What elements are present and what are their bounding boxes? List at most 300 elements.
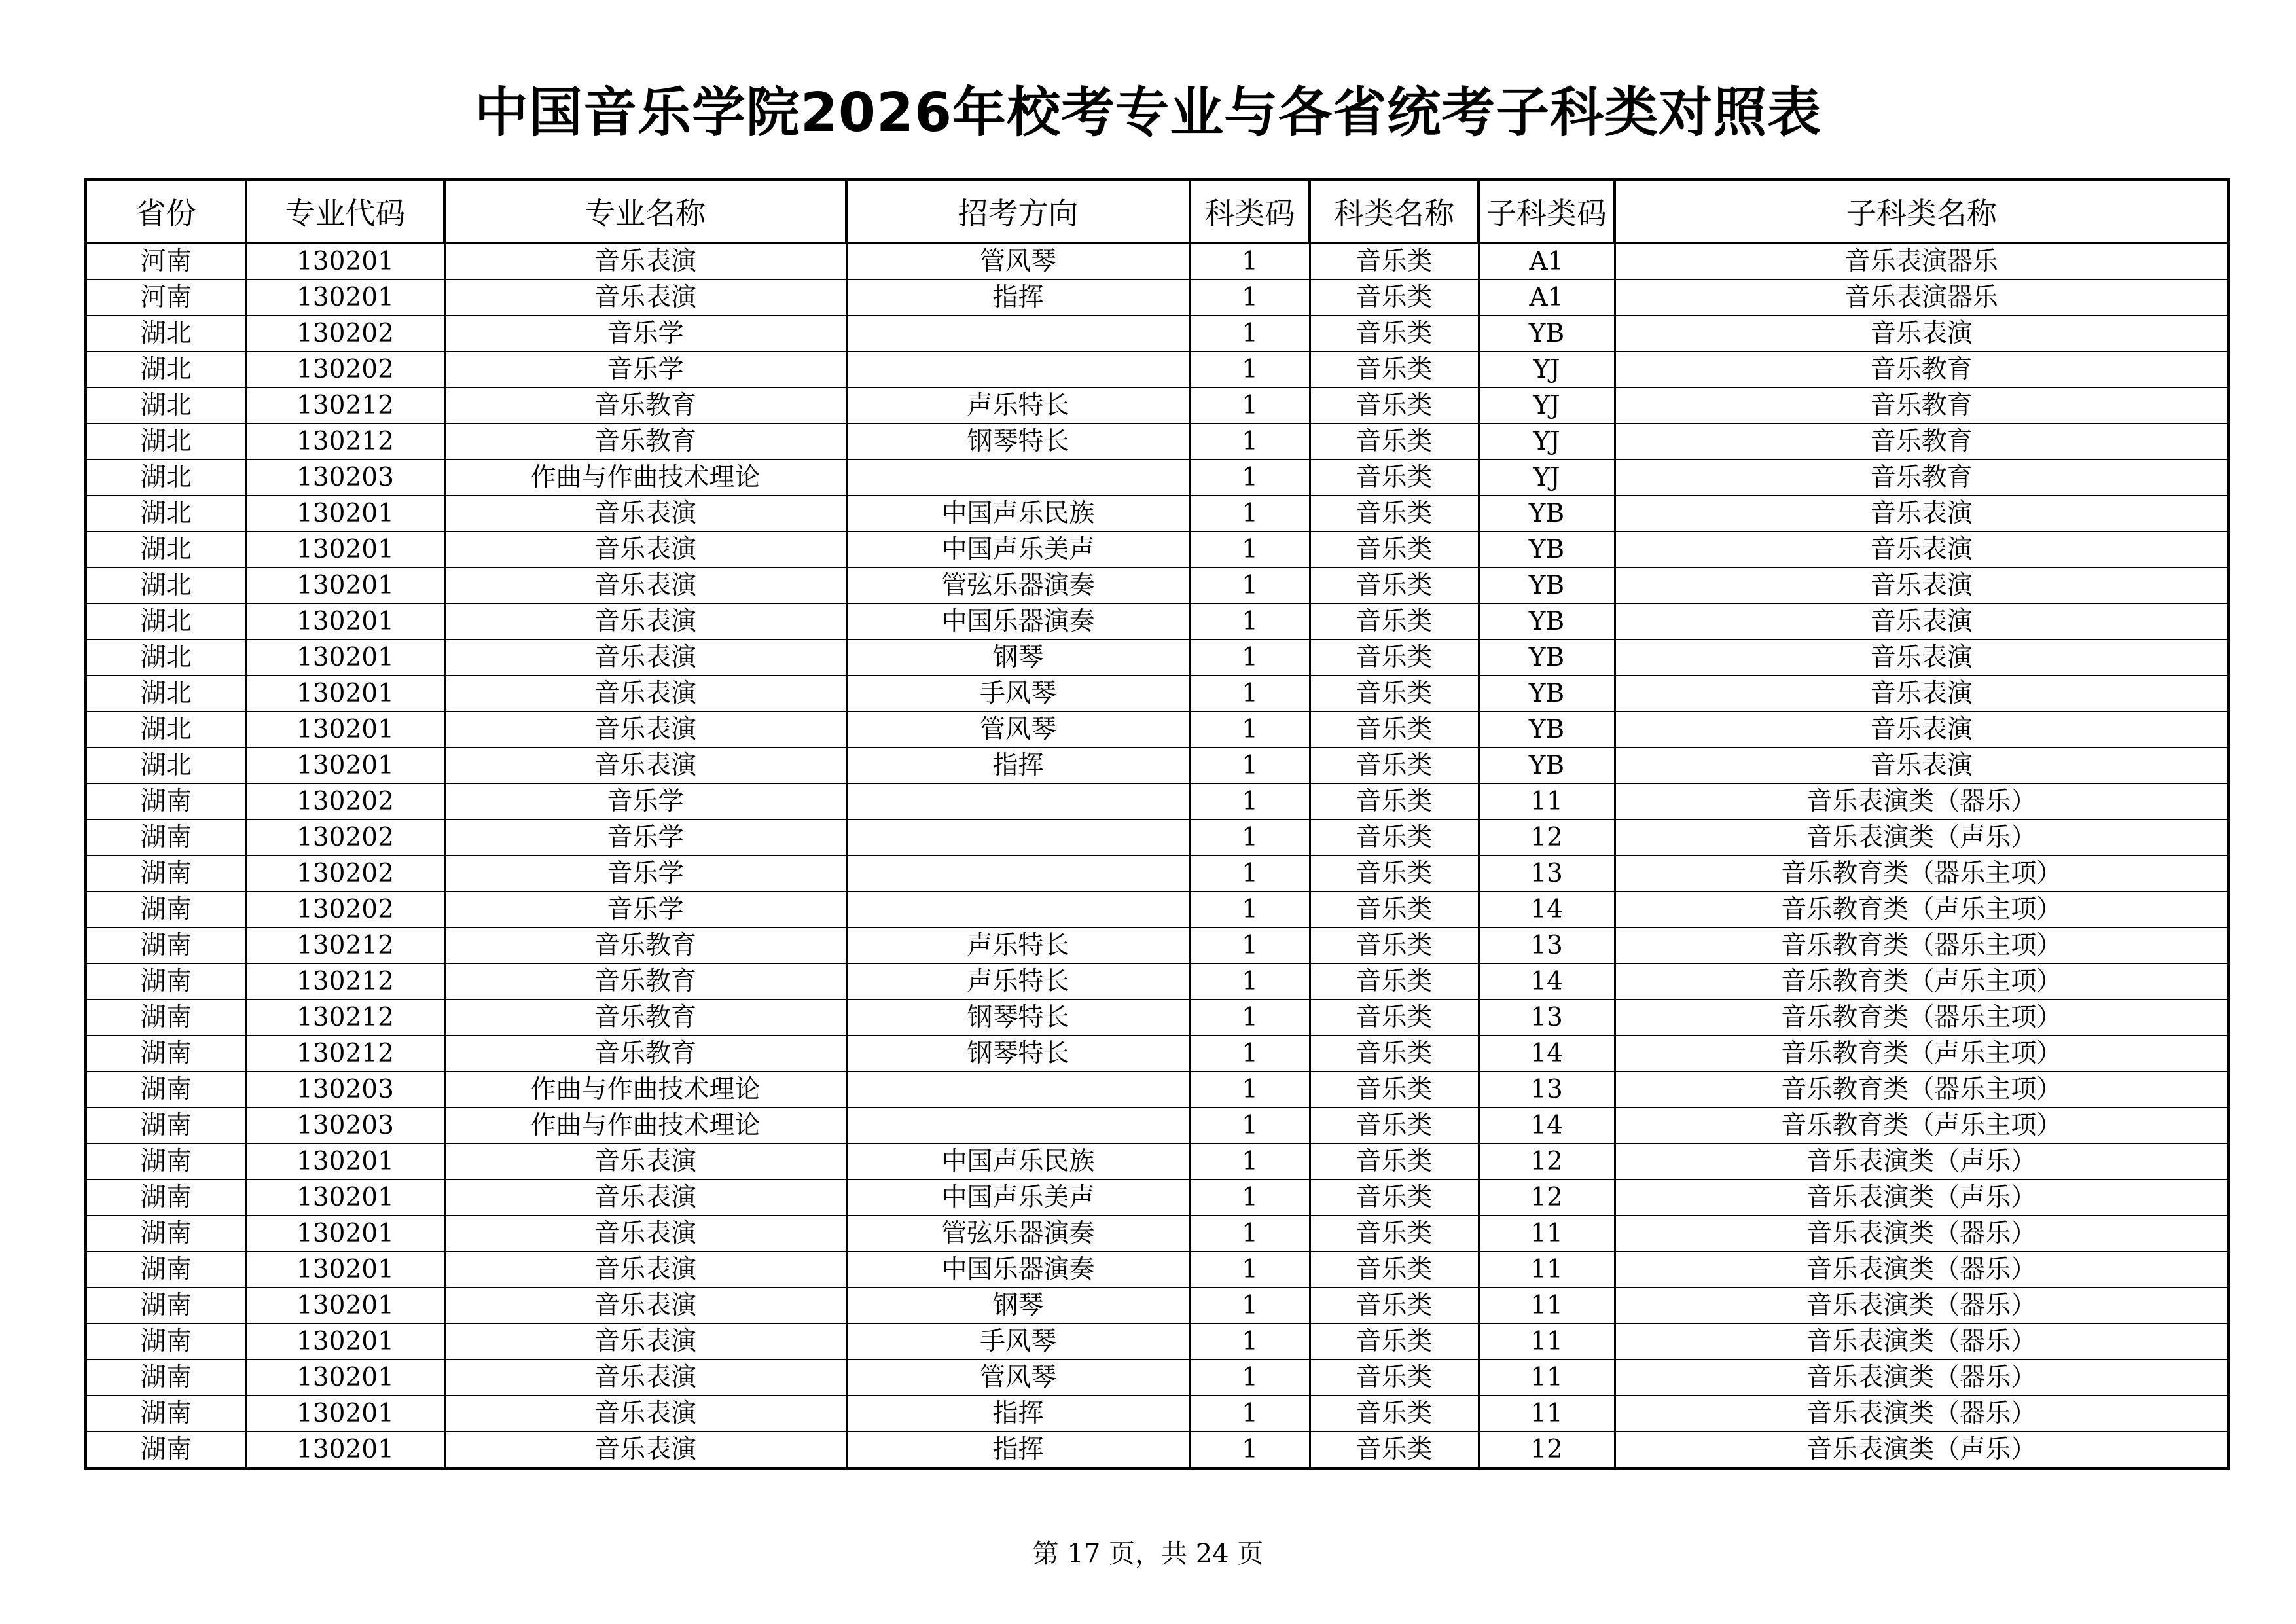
table-row — [86, 1180, 2229, 1216]
cell-major-code: 130212 — [246, 1000, 444, 1036]
cell-major-name: 音乐表演 — [444, 1252, 846, 1288]
cell-direction: 指挥 — [846, 1396, 1190, 1432]
cell-direction — [846, 1072, 1190, 1108]
cell-major-code: 130201 — [246, 1180, 444, 1216]
cell-direction: 钢琴 — [846, 1288, 1190, 1324]
cell-subcategory-name: 音乐表演 — [1615, 496, 2229, 532]
cell-major-name: 音乐教育 — [444, 1000, 846, 1036]
cell-major-name: 音乐表演 — [444, 1180, 846, 1216]
cell-province: 湖南 — [86, 964, 246, 1000]
cell-subcategory-name: 音乐教育类（器乐主项） — [1615, 928, 2229, 964]
cell-province: 湖北 — [86, 568, 246, 604]
cell-direction — [846, 820, 1190, 856]
cell-major-code: 130201 — [246, 640, 444, 676]
cell-direction: 手风琴 — [846, 676, 1190, 712]
cell-subcategory-code: 14 — [1479, 1108, 1615, 1144]
cell-category-code: 1 — [1190, 280, 1310, 316]
cell-direction: 中国声乐民族 — [846, 496, 1190, 532]
cell-province: 湖北 — [86, 712, 246, 748]
table-row — [86, 568, 2229, 604]
cell-province: 湖北 — [86, 424, 246, 460]
cell-subcategory-name: 音乐表演器乐 — [1615, 243, 2229, 280]
cell-major-code: 130201 — [246, 532, 444, 568]
cell-category-code: 1 — [1190, 856, 1310, 892]
cell-category-name: 音乐类 — [1310, 1036, 1479, 1072]
cell-category-name: 音乐类 — [1310, 424, 1479, 460]
cell-category-name: 音乐类 — [1310, 1108, 1479, 1144]
table-row — [86, 676, 2229, 712]
cell-subcategory-name: 音乐表演 — [1615, 316, 2229, 352]
table-row — [86, 928, 2229, 964]
cell-category-name: 音乐类 — [1310, 1000, 1479, 1036]
cell-province: 湖南 — [86, 1072, 246, 1108]
mapping-table — [84, 178, 2230, 1470]
cell-subcategory-code: 12 — [1479, 1180, 1615, 1216]
cell-major-name: 音乐表演 — [444, 1360, 846, 1396]
table-row — [86, 388, 2229, 424]
table-row — [86, 280, 2229, 316]
cell-major-code: 130203 — [246, 460, 444, 496]
cell-major-code: 130202 — [246, 820, 444, 856]
cell-major-name: 音乐表演 — [444, 640, 846, 676]
table-row — [86, 964, 2229, 1000]
cell-direction: 中国乐器演奏 — [846, 604, 1190, 640]
cell-subcategory-name: 音乐表演类（器乐） — [1615, 1360, 2229, 1396]
cell-major-code: 130201 — [246, 1324, 444, 1360]
cell-subcategory-name: 音乐表演类（声乐） — [1615, 1144, 2229, 1180]
cell-major-code: 130212 — [246, 1036, 444, 1072]
cell-major-name: 作曲与作曲技术理论 — [444, 1108, 846, 1144]
cell-province: 湖北 — [86, 676, 246, 712]
cell-direction: 声乐特长 — [846, 964, 1190, 1000]
cell-subcategory-code: YB — [1479, 316, 1615, 352]
cell-direction: 中国乐器演奏 — [846, 1252, 1190, 1288]
cell-category-code: 1 — [1190, 1180, 1310, 1216]
cell-category-name: 音乐类 — [1310, 243, 1479, 280]
cell-province: 湖南 — [86, 820, 246, 856]
table-row — [86, 604, 2229, 640]
cell-major-name: 音乐学 — [444, 856, 846, 892]
table-row — [86, 892, 2229, 928]
cell-category-code: 1 — [1190, 388, 1310, 424]
cell-major-name: 音乐教育 — [444, 1036, 846, 1072]
cell-direction — [846, 892, 1190, 928]
cell-province: 湖南 — [86, 1252, 246, 1288]
cell-category-code: 1 — [1190, 496, 1310, 532]
cell-major-code: 130202 — [246, 784, 444, 820]
cell-subcategory-code: 13 — [1479, 928, 1615, 964]
cell-subcategory-name: 音乐教育类（器乐主项） — [1615, 856, 2229, 892]
cell-subcategory-code: 14 — [1479, 892, 1615, 928]
cell-subcategory-name: 音乐表演类（器乐） — [1615, 1216, 2229, 1252]
cell-direction: 钢琴特长 — [846, 1000, 1190, 1036]
cell-category-code: 1 — [1190, 1036, 1310, 1072]
cell-major-name: 音乐教育 — [444, 928, 846, 964]
cell-category-code: 1 — [1190, 1324, 1310, 1360]
cell-category-name: 音乐类 — [1310, 1144, 1479, 1180]
cell-subcategory-code: 13 — [1479, 1000, 1615, 1036]
table-header — [86, 179, 2229, 243]
cell-subcategory-code: A1 — [1479, 243, 1615, 280]
cell-direction: 管风琴 — [846, 243, 1190, 280]
document-title: 中国音乐学院2026年校考专业与各省统考子科类对照表 — [474, 82, 1822, 144]
cell-direction — [846, 316, 1190, 352]
cell-subcategory-code: YB — [1479, 496, 1615, 532]
cell-direction: 声乐特长 — [846, 388, 1190, 424]
cell-subcategory-code: YB — [1479, 568, 1615, 604]
cell-subcategory-name: 音乐表演类（声乐） — [1615, 1180, 2229, 1216]
cell-subcategory-code: 11 — [1479, 1288, 1615, 1324]
cell-category-name: 音乐类 — [1310, 1288, 1479, 1324]
table-row — [86, 1432, 2229, 1468]
cell-category-code: 1 — [1190, 568, 1310, 604]
cell-major-code: 130201 — [246, 748, 444, 784]
cell-major-name: 音乐表演 — [444, 1216, 846, 1252]
cell-subcategory-code: 12 — [1479, 820, 1615, 856]
cell-major-name: 音乐教育 — [444, 388, 846, 424]
cell-subcategory-name: 音乐表演 — [1615, 532, 2229, 568]
cell-province: 湖南 — [86, 1108, 246, 1144]
cell-subcategory-code: 14 — [1479, 964, 1615, 1000]
cell-category-name: 音乐类 — [1310, 604, 1479, 640]
cell-subcategory-name: 音乐表演类（器乐） — [1615, 1288, 2229, 1324]
table-row — [86, 352, 2229, 388]
cell-subcategory-code: YJ — [1479, 388, 1615, 424]
cell-subcategory-name: 音乐教育 — [1615, 388, 2229, 424]
cell-province: 湖南 — [86, 1288, 246, 1324]
cell-major-name: 音乐表演 — [444, 568, 846, 604]
cell-direction — [846, 784, 1190, 820]
cell-direction: 钢琴 — [846, 640, 1190, 676]
cell-direction: 指挥 — [846, 1432, 1190, 1468]
cell-subcategory-name: 音乐教育类（声乐主项） — [1615, 1108, 2229, 1144]
cell-direction: 管风琴 — [846, 1360, 1190, 1396]
table-row — [86, 784, 2229, 820]
cell-major-code: 130201 — [246, 712, 444, 748]
cell-category-name: 音乐类 — [1310, 1432, 1479, 1468]
cell-direction: 指挥 — [846, 280, 1190, 316]
cell-category-code: 1 — [1190, 1072, 1310, 1108]
cell-subcategory-code: YJ — [1479, 424, 1615, 460]
table-row — [86, 748, 2229, 784]
cell-direction: 钢琴特长 — [846, 1036, 1190, 1072]
cell-direction: 中国声乐民族 — [846, 1144, 1190, 1180]
cell-category-name: 音乐类 — [1310, 1360, 1479, 1396]
table-row — [86, 856, 2229, 892]
cell-direction — [846, 352, 1190, 388]
cell-subcategory-name: 音乐教育类（器乐主项） — [1615, 1000, 2229, 1036]
cell-category-name: 音乐类 — [1310, 568, 1479, 604]
cell-direction: 声乐特长 — [846, 928, 1190, 964]
cell-major-code: 130203 — [246, 1072, 444, 1108]
cell-subcategory-code: 11 — [1479, 1252, 1615, 1288]
cell-category-code: 1 — [1190, 748, 1310, 784]
cell-major-code: 130201 — [246, 1360, 444, 1396]
table-row — [86, 640, 2229, 676]
cell-subcategory-code: 11 — [1479, 1324, 1615, 1360]
cell-category-code: 1 — [1190, 243, 1310, 280]
table-row — [86, 1252, 2229, 1288]
cell-major-code: 130201 — [246, 243, 444, 280]
cell-subcategory-name: 音乐表演 — [1615, 604, 2229, 640]
cell-province: 湖南 — [86, 1000, 246, 1036]
cell-category-code: 1 — [1190, 676, 1310, 712]
cell-category-code: 1 — [1190, 928, 1310, 964]
cell-category-name: 音乐类 — [1310, 892, 1479, 928]
cell-category-name: 音乐类 — [1310, 964, 1479, 1000]
table-row — [86, 424, 2229, 460]
cell-category-code: 1 — [1190, 1396, 1310, 1432]
cell-category-name: 音乐类 — [1310, 856, 1479, 892]
cell-major-code: 130201 — [246, 604, 444, 640]
cell-category-name: 音乐类 — [1310, 460, 1479, 496]
cell-province: 湖南 — [86, 1324, 246, 1360]
cell-major-code: 130202 — [246, 352, 444, 388]
cell-direction: 管弦乐器演奏 — [846, 1216, 1190, 1252]
cell-province: 湖北 — [86, 352, 246, 388]
cell-major-code: 130201 — [246, 1144, 444, 1180]
table-row — [86, 1036, 2229, 1072]
cell-major-name: 音乐教育 — [444, 424, 846, 460]
cell-subcategory-name: 音乐教育 — [1615, 424, 2229, 460]
cell-major-name: 作曲与作曲技术理论 — [444, 460, 846, 496]
header-subcategory-code: 子科类码 — [1479, 179, 1615, 243]
cell-subcategory-code: A1 — [1479, 280, 1615, 316]
cell-subcategory-name: 音乐表演类（声乐） — [1615, 1432, 2229, 1468]
cell-major-name: 音乐学 — [444, 784, 846, 820]
cell-category-code: 1 — [1190, 1216, 1310, 1252]
table-row — [86, 243, 2229, 280]
cell-major-code: 130201 — [246, 676, 444, 712]
header-major-code: 专业代码 — [246, 179, 444, 243]
cell-category-code: 1 — [1190, 424, 1310, 460]
cell-major-name: 音乐学 — [444, 316, 846, 352]
table-row — [86, 1072, 2229, 1108]
cell-subcategory-code: YJ — [1479, 352, 1615, 388]
cell-major-name: 音乐表演 — [444, 604, 846, 640]
cell-province: 湖南 — [86, 1396, 246, 1432]
cell-category-code: 1 — [1190, 712, 1310, 748]
cell-province: 湖南 — [86, 1144, 246, 1180]
cell-category-code: 1 — [1190, 1252, 1310, 1288]
cell-category-code: 1 — [1190, 1360, 1310, 1396]
cell-category-code: 1 — [1190, 1000, 1310, 1036]
cell-province: 湖北 — [86, 748, 246, 784]
cell-subcategory-name: 音乐表演 — [1615, 676, 2229, 712]
cell-subcategory-code: YB — [1479, 712, 1615, 748]
cell-major-name: 音乐表演 — [444, 280, 846, 316]
cell-major-code: 130201 — [246, 1252, 444, 1288]
cell-major-name: 音乐教育 — [444, 964, 846, 1000]
page-number: 第 17 页，共 24 页 — [1032, 1539, 1264, 1569]
cell-province: 湖南 — [86, 892, 246, 928]
cell-major-name: 音乐表演 — [444, 1432, 846, 1468]
cell-category-name: 音乐类 — [1310, 784, 1479, 820]
cell-category-name: 音乐类 — [1310, 1252, 1479, 1288]
cell-major-code: 130212 — [246, 964, 444, 1000]
table-row — [86, 316, 2229, 352]
table-row — [86, 532, 2229, 568]
cell-subcategory-code: 11 — [1479, 1216, 1615, 1252]
cell-subcategory-code: YB — [1479, 604, 1615, 640]
cell-subcategory-name: 音乐表演类（器乐） — [1615, 1324, 2229, 1360]
cell-province: 河南 — [86, 243, 246, 280]
header-major-name: 专业名称 — [444, 179, 846, 243]
cell-category-code: 1 — [1190, 604, 1310, 640]
cell-province: 湖北 — [86, 316, 246, 352]
cell-province: 湖南 — [86, 1360, 246, 1396]
table-row — [86, 1108, 2229, 1144]
header-category-code: 科类码 — [1190, 179, 1310, 243]
cell-direction: 中国声乐美声 — [846, 1180, 1190, 1216]
cell-subcategory-name: 音乐表演类（声乐） — [1615, 820, 2229, 856]
cell-major-code: 130212 — [246, 928, 444, 964]
cell-category-name: 音乐类 — [1310, 1396, 1479, 1432]
table-row — [86, 1144, 2229, 1180]
cell-province: 湖南 — [86, 1216, 246, 1252]
cell-subcategory-name: 音乐教育类（器乐主项） — [1615, 1072, 2229, 1108]
cell-subcategory-code: 13 — [1479, 856, 1615, 892]
cell-subcategory-name: 音乐教育 — [1615, 352, 2229, 388]
cell-direction: 管弦乐器演奏 — [846, 568, 1190, 604]
cell-subcategory-name: 音乐教育 — [1615, 460, 2229, 496]
cell-subcategory-name: 音乐表演类（器乐） — [1615, 1396, 2229, 1432]
cell-major-code: 130202 — [246, 856, 444, 892]
header-province: 省份 — [86, 179, 246, 243]
cell-subcategory-name: 音乐表演器乐 — [1615, 280, 2229, 316]
cell-province: 湖南 — [86, 856, 246, 892]
cell-major-name: 音乐表演 — [444, 532, 846, 568]
cell-province: 湖南 — [86, 928, 246, 964]
cell-subcategory-name: 音乐教育类（声乐主项） — [1615, 964, 2229, 1000]
cell-category-code: 1 — [1190, 316, 1310, 352]
cell-province: 湖北 — [86, 388, 246, 424]
cell-province: 湖南 — [86, 1036, 246, 1072]
cell-direction — [846, 1108, 1190, 1144]
header-direction: 招考方向 — [846, 179, 1190, 243]
cell-category-code: 1 — [1190, 352, 1310, 388]
cell-major-code: 130201 — [246, 1432, 444, 1468]
table-row — [86, 712, 2229, 748]
cell-direction — [846, 460, 1190, 496]
cell-direction: 指挥 — [846, 748, 1190, 784]
cell-subcategory-code: 11 — [1479, 1360, 1615, 1396]
cell-major-code: 130201 — [246, 568, 444, 604]
cell-major-code: 130212 — [246, 388, 444, 424]
cell-major-name: 作曲与作曲技术理论 — [444, 1072, 846, 1108]
cell-category-name: 音乐类 — [1310, 388, 1479, 424]
table-row — [86, 460, 2229, 496]
cell-major-code: 130201 — [246, 1216, 444, 1252]
cell-subcategory-name: 音乐表演类（器乐） — [1615, 1252, 2229, 1288]
cell-direction — [846, 856, 1190, 892]
cell-subcategory-name: 音乐教育类（声乐主项） — [1615, 1036, 2229, 1072]
table-row — [86, 1000, 2229, 1036]
cell-major-name: 音乐表演 — [444, 748, 846, 784]
cell-direction: 钢琴特长 — [846, 424, 1190, 460]
cell-category-code: 1 — [1190, 892, 1310, 928]
cell-major-name: 音乐表演 — [444, 1396, 846, 1432]
cell-category-name: 音乐类 — [1310, 748, 1479, 784]
cell-category-code: 1 — [1190, 784, 1310, 820]
table-row — [86, 1360, 2229, 1396]
table-row — [86, 1216, 2229, 1252]
cell-major-name: 音乐学 — [444, 892, 846, 928]
cell-major-code: 130201 — [246, 496, 444, 532]
cell-category-name: 音乐类 — [1310, 352, 1479, 388]
cell-subcategory-name: 音乐教育类（声乐主项） — [1615, 892, 2229, 928]
cell-category-code: 1 — [1190, 532, 1310, 568]
cell-subcategory-name: 音乐表演 — [1615, 712, 2229, 748]
cell-province: 湖北 — [86, 604, 246, 640]
cell-category-name: 音乐类 — [1310, 280, 1479, 316]
cell-subcategory-code: 11 — [1479, 1396, 1615, 1432]
cell-major-name: 音乐表演 — [444, 676, 846, 712]
cell-category-code: 1 — [1190, 964, 1310, 1000]
cell-province: 湖南 — [86, 1432, 246, 1468]
cell-category-name: 音乐类 — [1310, 496, 1479, 532]
cell-major-name: 音乐学 — [444, 352, 846, 388]
cell-category-name: 音乐类 — [1310, 1216, 1479, 1252]
cell-category-name: 音乐类 — [1310, 640, 1479, 676]
cell-category-name: 音乐类 — [1310, 676, 1479, 712]
cell-category-code: 1 — [1190, 460, 1310, 496]
cell-subcategory-code: YJ — [1479, 460, 1615, 496]
cell-province: 湖北 — [86, 460, 246, 496]
cell-category-name: 音乐类 — [1310, 1072, 1479, 1108]
table-body — [86, 243, 2229, 1468]
table-row — [86, 496, 2229, 532]
table-row — [86, 1396, 2229, 1432]
header-subcategory-name: 子科类名称 — [1615, 179, 2229, 243]
cell-direction: 中国声乐美声 — [846, 532, 1190, 568]
cell-category-code: 1 — [1190, 1108, 1310, 1144]
cell-category-code: 1 — [1190, 640, 1310, 676]
cell-major-name: 音乐表演 — [444, 1288, 846, 1324]
cell-province: 河南 — [86, 280, 246, 316]
cell-province: 湖北 — [86, 640, 246, 676]
cell-category-name: 音乐类 — [1310, 1324, 1479, 1360]
cell-category-code: 1 — [1190, 1144, 1310, 1180]
cell-subcategory-code: 12 — [1479, 1144, 1615, 1180]
cell-subcategory-code: YB — [1479, 532, 1615, 568]
cell-subcategory-code: YB — [1479, 676, 1615, 712]
cell-major-name: 音乐表演 — [444, 712, 846, 748]
cell-category-name: 音乐类 — [1310, 532, 1479, 568]
cell-category-name: 音乐类 — [1310, 820, 1479, 856]
cell-direction: 管风琴 — [846, 712, 1190, 748]
cell-category-code: 1 — [1190, 1432, 1310, 1468]
cell-direction: 手风琴 — [846, 1324, 1190, 1360]
table-row — [86, 1324, 2229, 1360]
cell-major-code: 130202 — [246, 892, 444, 928]
cell-major-code: 130201 — [246, 1288, 444, 1324]
cell-province: 湖北 — [86, 532, 246, 568]
table-row — [86, 820, 2229, 856]
cell-category-code: 1 — [1190, 1288, 1310, 1324]
table-row — [86, 1288, 2229, 1324]
cell-major-code: 130203 — [246, 1108, 444, 1144]
cell-major-code: 130202 — [246, 316, 444, 352]
cell-subcategory-code: 12 — [1479, 1432, 1615, 1468]
cell-category-name: 音乐类 — [1310, 928, 1479, 964]
cell-subcategory-name: 音乐表演 — [1615, 640, 2229, 676]
cell-major-name: 音乐表演 — [444, 1324, 846, 1360]
cell-province: 湖北 — [86, 496, 246, 532]
cell-major-code: 130201 — [246, 1396, 444, 1432]
header-row — [86, 179, 2229, 243]
cell-province: 湖南 — [86, 1180, 246, 1216]
